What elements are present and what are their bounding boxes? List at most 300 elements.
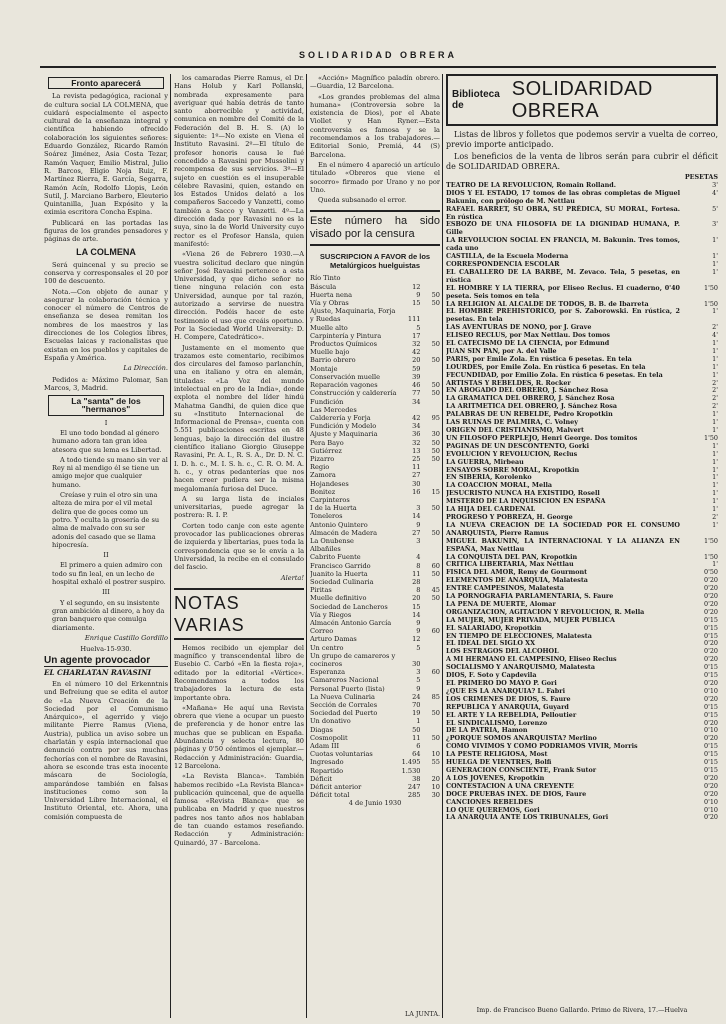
book-price: 1' <box>712 307 718 316</box>
suscripcion-name: Antonio Quintero <box>310 520 368 529</box>
suscripcion-name: Fundición <box>310 397 344 406</box>
article-paragraph: Justamente en el momento que trazamos este comentario, recibimos dos circulares del famoso parlanchín, una en italiano y otra en alemán, tituladas: «La Voz del mundo intelectual en pro de la India», donde explota el nombre del líder hindú Mahatma Gandhi, de quien dice que su «Instituto Internacional de Informacional de Prensa», cuenta con 5.551 publicaciones escritas en 48 lenguas, bajo la dirección del ilustre científico italiano Giorgio Giuseppe Ravasini, Pr. A. I., R. S. A., Dr. D. N. C. I. D. h. c., M. I. S. h. c., C. R. O. M. A. h. c., y otras pedanterías que nos hacen creer pudiera ser la misma megalomanía furiosa del Duce. <box>174 343 304 493</box>
suscripcion-pesetas: 20 <box>412 594 421 603</box>
book-title: LOURDES, por Emile Zola. En rústica 6 pesetas. En tela <box>446 362 646 371</box>
suscripcion-pesetas: 4 <box>416 553 421 562</box>
suscripcion-name: Productos Químicos <box>310 340 377 349</box>
suscripcion-row <box>310 603 440 611</box>
suscripcion-centimos <box>421 274 441 282</box>
poem-section: I <box>104 418 108 427</box>
suscripcion-name: Ingresado <box>310 758 344 767</box>
suscripcion-row <box>310 340 440 348</box>
book-title: EVOLUCION Y REVOLUCION, Reclus <box>446 449 578 458</box>
suscripcion-pesetas: 32 <box>412 438 421 447</box>
suscripcion-name: Carpintería y Pintura <box>310 331 382 340</box>
suscripcion-centimos <box>421 676 441 684</box>
book-title: MISTERIO DE LA INQUISICION EN ESPAÑA <box>446 497 606 506</box>
book-price: 0'10 <box>704 797 718 806</box>
suscripcion-row <box>310 660 440 668</box>
suscripcion-name: Gutiérrez <box>310 446 342 455</box>
book-title: LA MUJER, MUJER PRIVADA, MUJER PUBLICA <box>446 615 615 624</box>
suscripcion-name: Vía y Obras <box>310 299 349 308</box>
suscripcion-name: Construcción y calderería <box>310 389 397 398</box>
suscripcion-pesetas: 9 <box>416 684 421 693</box>
book-row <box>446 308 718 324</box>
book-title: DE LA PATRIA, Hamon <box>446 726 528 735</box>
suscripcion-centimos <box>421 463 441 471</box>
suscripcion-pesetas: 38 <box>412 774 421 783</box>
book-title: ESBOZO DE UNA FILOSOFIA DE LA DIGNIDAD HUMANA, P. Gille <box>446 220 680 237</box>
book-price: 0'20 <box>704 647 718 656</box>
book-row <box>446 814 718 822</box>
suscripcion-pesetas: 42 <box>412 348 421 357</box>
poem-section: III <box>102 588 110 597</box>
suscripcion-name: Sociedad del Puerto <box>310 709 378 718</box>
biblioteca-label: Biblioteca de <box>452 89 500 111</box>
book-title: ARTISTAS Y REBELDES, R. Rocker <box>446 378 571 387</box>
suscripcion-centimos <box>421 767 441 775</box>
suscripcion-row <box>310 447 440 455</box>
suscripcion-centimos: 30 <box>431 430 440 439</box>
book-price: 1' <box>712 236 718 245</box>
suscripcion-name: Adam III <box>310 742 340 751</box>
book-price: 0'15 <box>704 742 718 751</box>
column-rule <box>170 74 171 1018</box>
book-title: EL HOMBRE PREHISTORICO, por S. Zaborowski. En rústica, 2 pesetas. En tela <box>446 307 680 324</box>
suscripcion-name: Báscula <box>310 282 337 291</box>
suscripcion-name: Hojandeses <box>310 479 349 488</box>
suscripcion-row <box>310 586 440 594</box>
suscripcion-row <box>310 422 440 430</box>
suscripcion-name: Las Mercedes <box>310 405 357 414</box>
book-title: REPUBLICA Y ANARQUIA, Guyard <box>446 702 569 711</box>
suscripcion-centimos <box>421 603 441 611</box>
column-3 <box>310 74 440 1018</box>
biblioteca-intro: Los beneficios de la venta de libros serán para cubrir el déficit de SOLIDARIDAD OBRERA. <box>446 152 718 171</box>
suscripcion-pesetas: 14 <box>412 610 421 619</box>
suscripcion-centimos <box>421 726 441 734</box>
book-title: DIOS, F. Soto y Capdevila <box>446 671 537 680</box>
suscripcion-row <box>310 685 440 693</box>
suscripcion-pesetas: 64 <box>412 750 421 759</box>
suscripcion-date: 4 de Junio 1930 <box>348 799 402 808</box>
suscripcion-pesetas: 36 <box>412 430 421 439</box>
poem-section: II <box>103 551 109 560</box>
suscripcion-pesetas: 32 <box>412 340 421 349</box>
suscripcion-pesetas: 247 <box>407 783 421 792</box>
book-title: A MI HERMANO EL CAMPESINO, Eliseo Reclus <box>446 655 617 664</box>
book-title: EN ABOGADO DEL OBRERO, J. Sánchez Rosa <box>446 386 609 395</box>
suscripcion-row <box>310 381 440 389</box>
book-list <box>446 174 718 822</box>
suscripcion-name: y Ruedas <box>310 315 341 324</box>
suscripcion-centimos: 45 <box>431 586 440 595</box>
book-price: 0'20 <box>704 734 718 743</box>
suscripcion-centimos <box>421 480 441 488</box>
suscripcion-centimos <box>421 717 441 725</box>
book-price: 1' <box>712 259 718 268</box>
fronto-paragraph: La revista pedagógica, racional y de cultura social LA COLMENA, que cuidará especialmente el aspecto cultural de la enseñanza integral y científica habiendo ofrecido colaboración los siguientes señores: Eduardo González, Ricardo Ramón Soárez Jiménez, Asia Costa Tezar, Ramón Vaquer, Emilio Mistral, Julio R. Barcos, Eligio Noja Ruiz, F. Martínez Rierra, E. García, Segarra, Ramón Acín, Rodolfo Llopis, León Sutil, J. Marciano Barbero, Eleuterio Quintanilla, Juan Expósito y la eximia escritora Concha Espina. <box>44 92 168 217</box>
suscripcion-pesetas: 1 <box>416 717 421 726</box>
book-price: 0'15 <box>704 615 718 624</box>
suscripcion-pesetas: 12 <box>412 635 421 644</box>
column-rule <box>306 74 307 1018</box>
book-price: 0'20 <box>704 789 718 798</box>
suscripcion-pesetas: 9 <box>416 520 421 529</box>
suscripcion-row <box>310 398 440 406</box>
suscripcion-pesetas <box>401 652 421 660</box>
suscripcion-pesetas: 27 <box>412 471 421 480</box>
book-price: 0'15 <box>704 758 718 767</box>
book-price: 1' <box>712 362 718 371</box>
suscripcion-pesetas: 34 <box>412 397 421 406</box>
book-price: 0'15 <box>704 671 718 680</box>
book-title: LA REVOLUCION SOCIAL EN FRANCIA, M. Bakunin. Tres tomos, cada uno <box>446 236 680 253</box>
book-price: 1' <box>712 370 718 379</box>
book-price: 1' <box>712 560 718 569</box>
suscripcion-row <box>310 512 440 520</box>
suscripcion-pesetas: 11 <box>412 733 421 742</box>
book-price: 0'10 <box>704 726 718 735</box>
suscripcion-name: Almacén Antonio García <box>310 618 392 627</box>
suscripcion-row <box>310 693 440 701</box>
suscripcion-centimos: 60 <box>431 627 440 636</box>
suscripcion-pesetas: 15 <box>412 299 421 308</box>
article-paragraph: «Viena 26 de Febrero 1930.—A vuestra solicitud declaro que ningún señor José Ravasini pertenece a esta Universidad, y que dicho señor no tiene ninguna relación con esta Universidad, aunque por tal razón, autorizado a servirse de nuestra dirección. Podéis hacer de este testimonio el uso que creáis oportuno. Por la Sociedad World University: D. H. Compere, Catedrático». <box>174 250 304 342</box>
suscripcion-row <box>310 283 440 291</box>
book-price: 2' <box>712 386 718 395</box>
book-title: EL HOMBRE Y LA TIERRA, por Eliseo Reclus. El cuaderno, 0'40 peseta. Seis tomos en tela <box>446 283 680 300</box>
suscripcion-centimos: 50 <box>431 356 440 365</box>
suscripcion-pesetas: 8 <box>416 561 421 570</box>
suscripcion-centimos: 50 <box>431 446 440 455</box>
book-title: A LOS JOVENES, Kropotkin <box>446 773 545 782</box>
suscripcion-name: Vía y Riegos <box>310 610 352 619</box>
suscripcion-centimos: 50 <box>431 340 440 349</box>
suscripcion-name: Sección de Corrales <box>310 701 378 710</box>
masthead: SOLIDARIDAD OBRERA <box>40 50 716 68</box>
suscripcion-name: Pizarro <box>310 454 335 463</box>
suscripcion-row <box>310 365 440 373</box>
agent-subtitle: EL CHARLATAN RAVASINI <box>44 667 152 677</box>
book-price: 2' <box>712 402 718 411</box>
book-price: 0'20 <box>704 679 718 687</box>
suscripcion-pesetas: 3 <box>416 668 421 677</box>
book-price: 1'50 <box>704 552 718 561</box>
book-price: 1' <box>712 418 718 427</box>
book-row <box>446 522 718 538</box>
book-price: 1' <box>712 457 718 466</box>
suscripcion-name: Un donativo <box>310 717 351 726</box>
suscripcion-pesetas: 17 <box>412 331 421 340</box>
book-price: 1'50 <box>704 536 718 545</box>
suscripcion-centimos <box>421 644 441 652</box>
suscripcion-pesetas: 111 <box>407 315 421 324</box>
book-title: EN TIEMPO DE ELECCIONES, Malatesta <box>446 631 592 640</box>
suscripcion-row <box>310 676 440 684</box>
book-title: LAS AVENTURAS DE NONO, por J. Grave <box>446 323 592 332</box>
suscripcion-name: Toneleros <box>310 512 343 521</box>
book-price: 1' <box>712 465 718 474</box>
book-price: 0'20 <box>704 781 718 790</box>
book-title: LA RELIGION AL ALCALDE DE TODOS, B. B. de Ibarreta <box>446 299 649 308</box>
suscripcion-row <box>310 439 440 447</box>
book-price: 0'15 <box>704 623 718 632</box>
suscripcion-pesetas: 19 <box>412 709 421 718</box>
notas-paragraph: En el número 4 apareció un artículo titulado «Obreros que viene el socorro» firmado por Urano y no por Uno. <box>310 160 440 194</box>
book-title: CASTILLA, de la Escuela Moderna <box>446 252 569 261</box>
suscripcion-row <box>310 430 440 438</box>
suscripcion-centimos: 30 <box>431 791 440 800</box>
suscripcion-pesetas <box>401 496 421 504</box>
book-title: ELISEO RECLUS, por Max Nettlau. Dos tomos <box>446 331 610 340</box>
suscripcion-centimos <box>421 373 441 381</box>
suscripcion-centimos: 15 <box>431 487 440 496</box>
book-title: JESUCRISTO NUNCA HA EXISTIDO, Rosell <box>446 489 600 498</box>
book-price: 0'10 <box>704 686 718 695</box>
book-row <box>446 206 718 222</box>
suscripcion-pesetas: 24 <box>412 692 421 701</box>
book-title: PALABRAS DE UN REBELDE, Pedro Kropotkin <box>446 410 613 419</box>
book-price: 1' <box>712 410 718 419</box>
suscripcion-centimos <box>421 742 441 750</box>
suscripcion-row <box>310 324 440 332</box>
poem-place: Huelva-15-930. <box>80 645 132 654</box>
suscripcion-name: Camareros Nacional <box>310 676 379 685</box>
book-title: COMO VIVIMOS Y COMO PODRIAMOS VIVIR, Morris <box>446 742 638 751</box>
book-price: 1' <box>712 481 718 490</box>
book-price: 1' <box>712 252 718 261</box>
poem-verse: Creíase y ruin el otro sin una alteza de mira por el vil metal delira que de goces como un potro. Y oculta la grosería de su alma de malvado con su ser adonis del casado que se llama hipocresía. <box>52 491 160 549</box>
suscripcion-row <box>310 750 440 758</box>
suscripcion-row <box>310 480 440 488</box>
book-title: EN SIBERIA, Korolenko <box>446 473 532 482</box>
suscripcion-row <box>310 644 440 652</box>
suscripcion-centimos <box>421 315 441 323</box>
poem-title: La "santa" de los "hermanos" <box>48 395 164 416</box>
book-price: 0'15 <box>704 765 718 774</box>
suscripcion-centimos <box>421 307 441 315</box>
book-price: 2' <box>712 323 718 332</box>
book-title: LA COACCION MORAL, Mella <box>446 481 553 490</box>
book-price: 0'15 <box>704 663 718 672</box>
article-paragraph: Corten todo canje con este agente provocador las publicaciones obreras de izquierda y libertarias, pues toda la correspondencia que se le envía a la Universidad, la recibe en el consulado del fascio. <box>174 521 304 572</box>
suscripcion-row <box>310 471 440 479</box>
book-title: LOS CRIMENES DE DIOS, S. Faure <box>446 694 571 703</box>
suscripcion-pesetas: 46 <box>412 381 421 390</box>
book-price: 2' <box>712 512 718 521</box>
suscripcion-row <box>310 455 440 463</box>
book-title: CORRESPONDENCIA ESCOLAR <box>446 259 560 268</box>
book-title: ENSAYOS SOBRE MORAL, Kropotkin <box>446 465 580 474</box>
book-title: LA GUERRA, Mirbeau <box>446 457 524 466</box>
book-price: 0'20 <box>704 813 718 822</box>
suscripcion-centimos <box>421 553 441 561</box>
suscripcion-centimos <box>421 365 441 373</box>
book-title: CANCIONES REBELDES <box>446 797 534 806</box>
suscripcion-row <box>310 545 440 553</box>
suscripcion-centimos: 50 <box>431 733 440 742</box>
suscripcion-name: Cosmopolit <box>310 733 348 742</box>
column-1 <box>44 74 168 1018</box>
suscripcion-centimos <box>421 619 441 627</box>
suscripcion-pesetas: 9 <box>416 627 421 636</box>
book-price: 1' <box>712 473 718 482</box>
book-price: 0'15 <box>704 750 718 759</box>
suscripcion-pesetas: 5 <box>416 676 421 685</box>
book-price: 0'15 <box>704 710 718 719</box>
suscripcion-centimos: 60 <box>431 561 440 570</box>
suscripcion-pesetas: 285 <box>407 791 421 800</box>
suscripcion-row <box>310 709 440 717</box>
book-title: TEATRO DE LA REVOLUCION, Romain Rolland. <box>446 180 616 189</box>
suscripcion-centimos <box>421 635 441 643</box>
suscripcion-row <box>310 537 440 545</box>
suscripcion-pesetas: 1.530 <box>401 766 421 775</box>
notas-paragraph: Hemos recibido un ejemplar del magnífico y transcendental libro de Eusebio C. Carbó «En la fiesta roja», editado por la editorial «Vértice». Recomendamos a todos los trabajadores la lectura de esta importante obra. <box>174 643 304 702</box>
book-price: 1' <box>712 505 718 514</box>
suscripcion-pesetas <box>401 545 421 553</box>
censura-notice: Este número ha sido visado por la censura <box>310 210 440 246</box>
notas-paragraph: Queda subsanado el error. <box>318 196 407 205</box>
suscripcion-name: Muelle definitivo <box>310 594 367 603</box>
agent-title: Un agente provocador <box>44 657 168 666</box>
suscripcion-name: Regio <box>310 463 330 472</box>
book-price: 1' <box>712 339 718 348</box>
suscripcion-name: Sociedad de Lancheros <box>310 602 388 611</box>
suscripcion-row <box>310 463 440 471</box>
book-title: ¿QUE ES LA ANARQUIA? L. Fabri <box>446 686 566 695</box>
book-title: ORIGEN DEL CRISTIANISMO, Malvert <box>446 426 585 434</box>
book-title: LO QUE QUEREMOS, Gori <box>446 805 540 814</box>
suscripcion-centimos <box>421 422 441 430</box>
suscripcion-name: Piritas <box>310 586 332 595</box>
suscripcion-centimos: 50 <box>431 290 440 299</box>
suscripcion-pesetas: 3 <box>416 536 421 545</box>
suscripcion-pesetas: 1.495 <box>401 758 421 767</box>
suscripcion-centimos <box>421 521 441 529</box>
suscripcion-table <box>310 274 440 799</box>
book-price: 1'50 <box>704 283 718 292</box>
suscripcion-pesetas: 12 <box>412 282 421 291</box>
suscripcion-row <box>310 594 440 602</box>
suscripcion-row <box>310 274 440 282</box>
suscripcion-centimos <box>421 406 441 414</box>
biblioteca-header <box>446 74 718 126</box>
junta-signature: LA JUNTA. <box>405 1010 440 1018</box>
suscripcion-row <box>310 373 440 381</box>
suscripcion-centimos: 50 <box>431 299 440 308</box>
book-title: PAGINAS DE UN DESCONTENTO, Gorki <box>446 441 589 450</box>
book-title: ELEMENTOS DE ANARQUIA, Malatesta <box>446 576 588 585</box>
suscripcion-name: Déficit anterior <box>310 783 362 792</box>
suscripcion-name: Diagas <box>310 725 333 734</box>
suscripcion-centimos <box>421 398 441 406</box>
suscripcion-pesetas: 30 <box>412 660 421 668</box>
suscripcion-row <box>310 701 440 709</box>
suscripcion-centimos <box>421 685 441 693</box>
suscripcion-row <box>310 332 440 340</box>
pesetas-header: PESETAS <box>684 173 718 181</box>
suscripcion-centimos <box>421 537 441 545</box>
suscripcion-row <box>310 291 440 299</box>
suscripcion-pesetas: 59 <box>412 364 421 373</box>
book-price: 0'50 <box>704 568 718 577</box>
suscripcion-pesetas: 30 <box>412 479 421 488</box>
biblioteca-title: SOLIDARIDAD OBRERA <box>511 78 653 122</box>
book-title: LA PENA DE MUERTE, Alomar <box>446 599 556 608</box>
book-title: LA CONQUISTA DEL PAN, Kropotkin <box>446 552 578 561</box>
book-title: EL SINDICALISMO, Lorenzo <box>446 718 548 727</box>
suscripcion-pesetas: 70 <box>412 701 421 710</box>
suscripcion-pesetas: 14 <box>412 512 421 521</box>
book-title: DIOS Y EL ESTADO, 17 tomos de las obras completas de Miguel Bakunin, con prólogo de M. Nettlau <box>446 188 680 205</box>
book-price: 1' <box>712 520 718 529</box>
suscripcion-row <box>310 791 440 799</box>
suscripcion-name: Correo <box>310 627 334 636</box>
suscripcion-centimos: 60 <box>431 668 440 677</box>
suscripcion-row <box>310 734 440 742</box>
suscripcion-pesetas: 13 <box>412 446 421 455</box>
fronto-paragraph: Publicará en las portadas las figuras de los grandes pensadores y páginas de arte. <box>44 218 168 244</box>
suscripcion-row <box>310 414 440 422</box>
suscripcion-centimos <box>421 324 441 332</box>
book-price: 1' <box>712 497 718 506</box>
book-price: 0'20 <box>704 584 718 593</box>
suscripcion-name: Un centro <box>310 643 344 652</box>
suscripcion-row <box>310 504 440 512</box>
suscripcion-pesetas: 25 <box>412 454 421 463</box>
suscripcion-name: Esperanza <box>310 668 346 677</box>
poem-verse: El uno todo bondad al género humano adora tan gran idea atesora que su lema es Libertad. <box>52 428 162 454</box>
suscripcion-row <box>310 315 440 323</box>
suscripcion-pesetas: 5 <box>416 643 421 652</box>
suscripcion-row <box>310 578 440 586</box>
book-title: EL IDEAL DEL SIGLO XX <box>446 639 536 648</box>
book-price: 0'15 <box>704 631 718 640</box>
suscripcion-centimos: 50 <box>431 454 440 463</box>
suscripcion-pesetas: 34 <box>412 422 421 431</box>
book-title: ¿PORQUE SOMOS ANARQUISTA? Merlino <box>446 734 597 743</box>
suscripcion-row <box>310 562 440 570</box>
suscripcion-name: Albañiles <box>310 545 341 554</box>
suscripcion-centimos: 95 <box>431 413 440 422</box>
suscripcion-centimos: 50 <box>431 594 440 603</box>
book-title: DOCE PRUEBAS INEX. DE DIOS, Faure <box>446 789 587 798</box>
fronto-title: Fronto aparecerá <box>48 77 164 89</box>
suscripcion-centimos <box>421 348 441 356</box>
suscripcion-name: Déficit total <box>310 791 350 800</box>
suscripcion-row <box>310 389 440 397</box>
suscripcion-name: Ajuste y Maquinaria <box>310 430 378 439</box>
suscripcion-pesetas: 9 <box>416 618 421 627</box>
suscripcion-pesetas: 6 <box>416 742 421 751</box>
book-price: 1' <box>712 449 718 458</box>
suscripcion-centimos <box>421 496 441 504</box>
book-price: 0'20 <box>704 576 718 585</box>
book-title: PARIS, por Emile Zola. En rústica 6 pesetas. En tela <box>446 354 632 363</box>
suscripcion-row <box>310 668 440 676</box>
colmena-title: LA COLMENA <box>76 246 136 257</box>
book-title: CRITICA LIBERTARIA, Max Nettlau <box>446 560 574 569</box>
suscripcion-row <box>310 553 440 561</box>
suscripcion-pesetas <box>401 274 421 282</box>
suscripcion-row <box>310 406 440 414</box>
suscripcion-pesetas: 20 <box>412 356 421 365</box>
suscripcion-row <box>310 529 440 537</box>
suscripcion-pesetas <box>401 307 421 315</box>
book-price: 0'15 <box>704 702 718 711</box>
